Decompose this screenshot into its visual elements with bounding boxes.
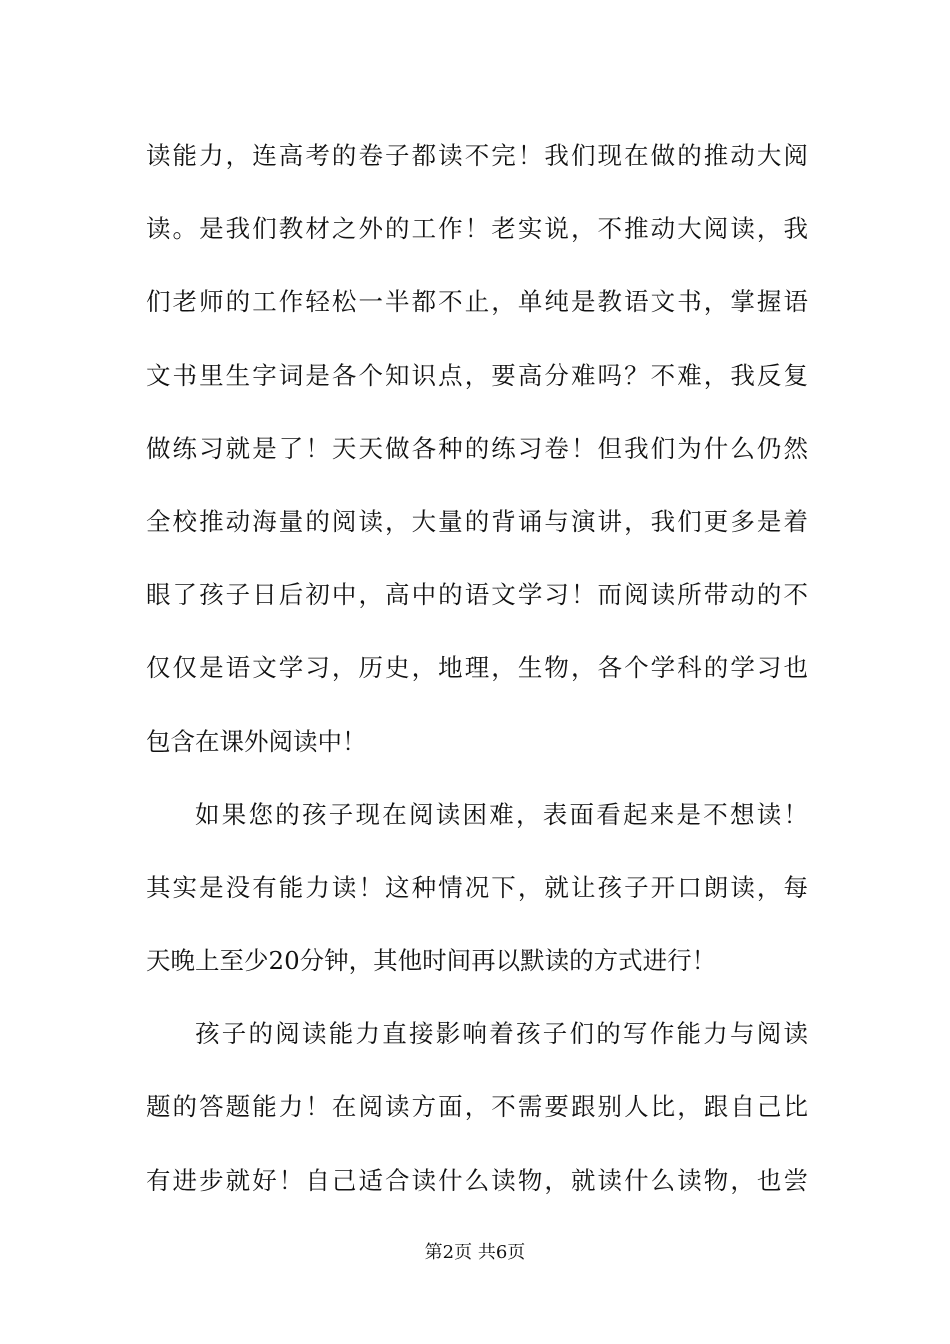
text-line: 读能力，连高考的卷子都读不完！我们现在做的推动大阅 xyxy=(146,141,808,170)
text-line: 仅仅是语文学习，历史，地理，生物，各个学科的学习也 xyxy=(146,653,808,683)
text-line: 如果您的孩子现在阅读困难，表面看起来是不想读！ xyxy=(195,799,808,829)
text-line: 有进步就好！自己适合读什么读物，就读什么读物，也尝 xyxy=(146,1165,808,1195)
text-line: 包含在课外阅读中！ xyxy=(146,726,367,756)
text-line: 眼了孩子日后初中，高中的语文学习！而阅读所带动的不 xyxy=(146,580,808,610)
text-line: 们老师的工作轻松一半都不止，单纯是教语文书，掌握语 xyxy=(146,287,808,317)
text-line: 文书里生字词是各个知识点，要高分难吗？不难，我反复 xyxy=(146,360,808,390)
text-line: 题的答题能力！在阅读方面，不需要跟别人比，跟自己比 xyxy=(146,1092,808,1122)
body-text xyxy=(146,130,808,1228)
page-number-footer: 第2页 共6页 xyxy=(424,1242,526,1263)
text-line: 做练习就是了！天天做各种的练习卷！但我们为什么仍然 xyxy=(146,433,808,463)
text-line: 其实是没有能力读！这种情况下，就让孩子开口朗读，每 xyxy=(146,872,808,902)
text-line: 天晚上至少20分钟，其他时间再以默读的方式进行！ xyxy=(146,946,717,976)
text-line: 读。是我们教材之外的工作！老实说，不推动大阅读，我 xyxy=(146,214,808,244)
paragraph xyxy=(146,1008,808,1228)
text-line: 孩子的阅读能力直接影响着孩子们的写作能力与阅读 xyxy=(195,1019,808,1049)
paragraph xyxy=(146,789,808,1009)
paragraph xyxy=(146,130,808,789)
text-line: 全校推动海量的阅读，大量的背诵与演讲，我们更多是着 xyxy=(146,506,808,536)
